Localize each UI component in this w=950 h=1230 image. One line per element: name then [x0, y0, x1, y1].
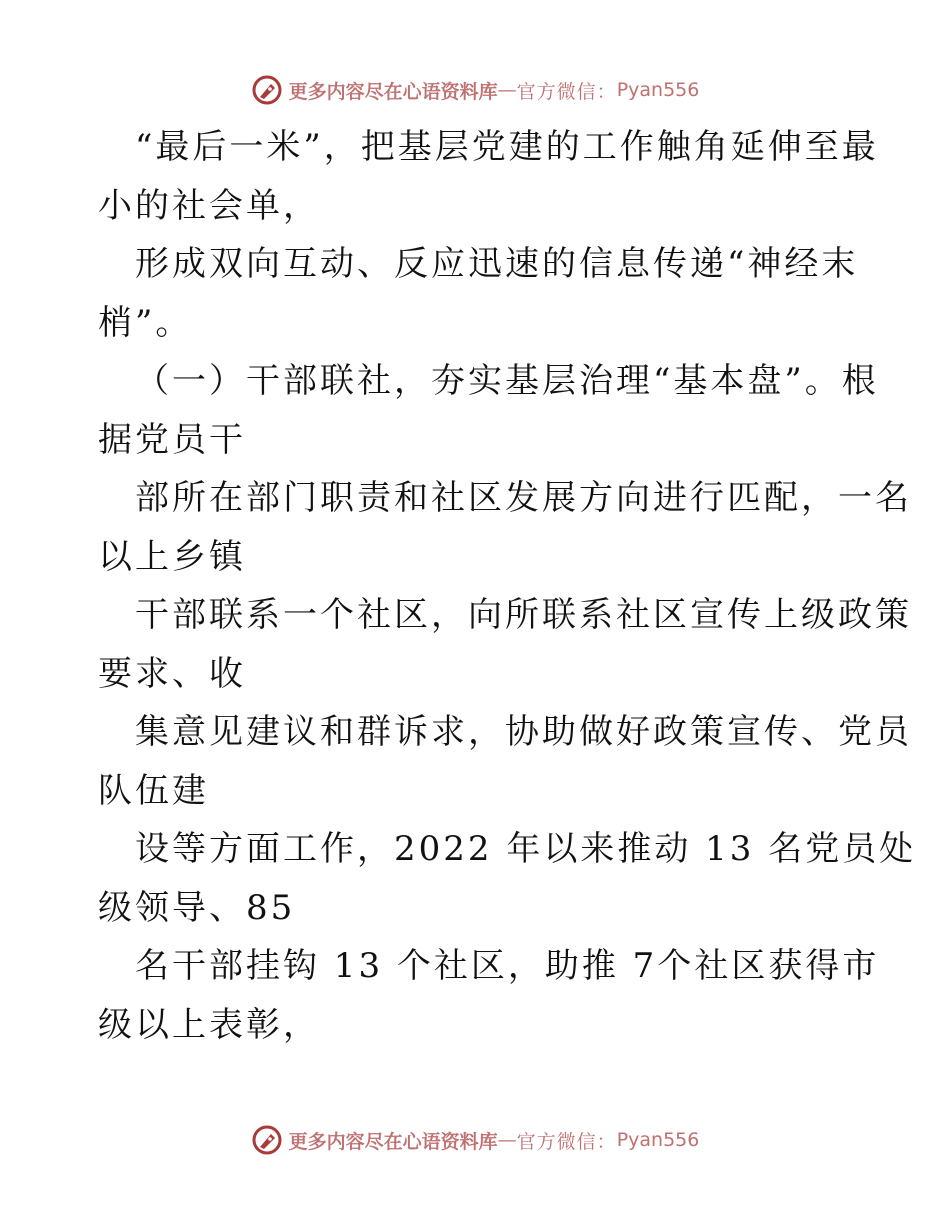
watermark-wechat-id: Pyan556 — [616, 79, 700, 101]
text-line: 队伍建 — [98, 770, 209, 811]
text-line: 以上乡镇 — [98, 536, 246, 577]
header-watermark — [0, 70, 950, 110]
text-line: 级领导、85 — [98, 887, 296, 928]
text-line: 集意见建议和群诉求，协助做好政策宣传、党员 — [135, 712, 912, 752]
watermark-dash: — — [497, 1129, 517, 1151]
text-line: （一）干部联社，夯实基层治理“基本盘”。根 — [135, 361, 879, 401]
text-line: 要求、收 — [98, 653, 246, 694]
text-line: 设等方面工作，2022 年以来推动 13 名党员处 — [135, 829, 917, 869]
watermark-main-text: 更多内容尽在心语资料库 — [288, 80, 498, 103]
text-line: 干部联系一个社区，向所联系社区宣传上级政策 — [135, 595, 912, 635]
text-line: 级以上表彰， — [98, 1004, 320, 1045]
watermark-main-text: 更多内容尽在心语资料库 — [288, 1130, 498, 1153]
text-line: 据党员干 — [98, 419, 246, 460]
watermark-wechat-id: Pyan556 — [616, 1129, 700, 1151]
text-line: 形成双向互动、反应迅速的信息传递“神经末 — [135, 244, 859, 284]
watermark-dash: — — [497, 79, 517, 101]
text-line: 名干部挂钩 13 个社区，助推 7个社区获得市 — [135, 946, 880, 986]
footer-watermark — [0, 1120, 950, 1160]
pen-nib-logo-icon — [251, 1124, 283, 1156]
text-line: “最后一米”，把基层党建的工作触角延伸至最 — [135, 127, 879, 167]
watermark-sub-text: 官方微信： — [516, 1130, 617, 1153]
text-line: 小的社会单， — [98, 185, 320, 226]
pen-nib-logo-icon — [251, 74, 283, 106]
text-line: 部所在部门职责和社区发展方向进行匹配，一名 — [135, 478, 912, 518]
watermark-sub-text: 官方微信： — [516, 80, 617, 103]
document-body — [98, 118, 917, 1054]
text-line: 梢”。 — [98, 302, 193, 343]
